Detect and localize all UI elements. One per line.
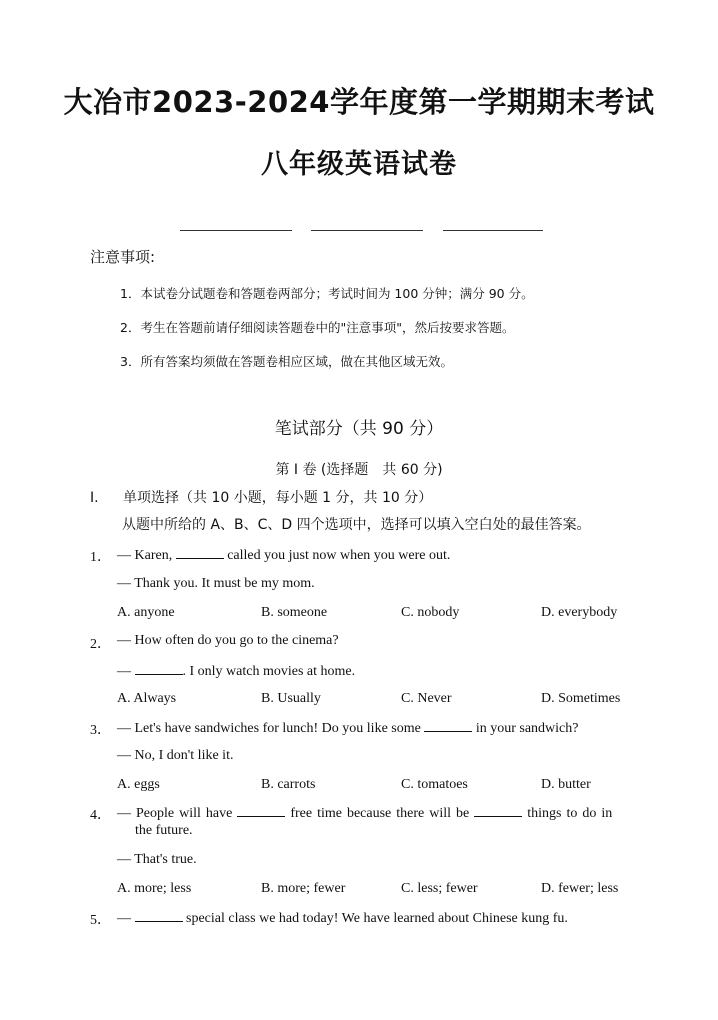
answer-option-a: A. anyone [117, 605, 175, 620]
answer-blank [237, 804, 285, 817]
answer-blank [424, 719, 472, 732]
answer-option-c: C. tomatoes [401, 777, 468, 792]
question-line [117, 719, 579, 737]
question-number: 1． [90, 550, 111, 565]
question-number: 5． [90, 913, 111, 928]
exam-subtitle: 八年级英语试卷 [261, 149, 457, 180]
blank-line-class [311, 230, 423, 231]
answer-option-c: C. nobody [401, 605, 460, 620]
question-line [117, 576, 315, 592]
question-line [117, 662, 355, 680]
question-number: 3． [90, 723, 111, 738]
notice-item-1: 1．本试卷分试题卷和答题卷两部分；考试时间为 100 分钟；满分 90 分。 [120, 286, 534, 301]
notice-heading: 注意事项: [90, 248, 156, 266]
answer-option-c: C. less; fewer [401, 881, 478, 896]
question-text: the future. [135, 823, 193, 838]
section-title: 笔试部分（共 90 分） [274, 419, 444, 439]
question-number: 4． [90, 808, 111, 823]
question-type-number: I. [90, 490, 99, 506]
answer-blank [135, 662, 183, 675]
answer-option-d: D. fewer; less [541, 881, 619, 896]
question-text: — People will have [117, 806, 238, 821]
instruction-text: 从题中所给的 A、B、C、D 四个选项中，选择可以填入空白处的最佳答案。 [122, 517, 591, 533]
question-text: — How often do you go to the cinema? [117, 633, 339, 648]
answer-option-b: B. Usually [261, 691, 321, 706]
question-text: — Karen, [117, 548, 176, 563]
question-text: free time because there will be [285, 806, 475, 821]
answer-blank [474, 804, 522, 817]
question-text: — [117, 664, 135, 679]
answer-option-c: C. Never [401, 691, 452, 706]
question-line [117, 852, 197, 868]
question-text: special class we had today! We have learned about Chinese kung fu. [182, 911, 568, 926]
question-line [117, 748, 233, 764]
question-text: called you just now when you were out. [223, 548, 451, 563]
question-line [117, 546, 450, 564]
question-type-heading [90, 487, 432, 507]
answer-option-d: D. butter [541, 777, 591, 792]
question-text: — Thank you. It must be my mom. [117, 576, 315, 591]
answer-blank [176, 546, 224, 559]
answer-option-b: B. more; fewer [261, 881, 346, 896]
answer-option-a: A. Always [117, 691, 177, 706]
part-title: 第 I 卷 (选择题 共 60 分) [275, 462, 443, 478]
answer-blank [135, 909, 183, 922]
answer-option-d: D. everybody [541, 605, 618, 620]
answer-option-b: B. someone [261, 605, 328, 620]
question-line [135, 823, 193, 839]
question-text: — [117, 911, 135, 926]
answer-option-a: A. more; less [117, 881, 192, 896]
question-text: in your sandwich? [472, 721, 579, 736]
question-type-text: 单项选择（共 10 小题，每小题 1 分，共 10 分） [123, 490, 433, 506]
question-line [117, 804, 625, 822]
question-text: — Let's have sandwiches for lunch! Do you like some [117, 721, 425, 736]
answer-option-b: B. carrots [261, 777, 316, 792]
question-text: things to do in [522, 806, 613, 821]
question-text: — That's true. [117, 852, 197, 867]
question-number: 2． [90, 637, 111, 652]
question-text: — No, I don't like it. [117, 748, 234, 763]
exam-title: 大冶市2023-2024学年度第一学期期末考试 [63, 85, 655, 119]
question-text: . I only watch movies at home. [182, 664, 356, 679]
notice-item-3: 3．所有答案均须做在答题卷相应区域，做在其他区域无效。 [120, 354, 453, 369]
notice-item-2: 2．考生在答题前请仔细阅读答题卷中的"注意事项"，然后按要求答题。 [120, 320, 515, 335]
question-line [117, 909, 568, 927]
blank-line-name [443, 230, 543, 231]
blank-line-school [180, 230, 292, 231]
answer-option-d: D. Sometimes [541, 691, 621, 706]
answer-option-a: A. eggs [117, 777, 160, 792]
student-info-blanks [0, 230, 718, 232]
question-line [117, 633, 339, 649]
